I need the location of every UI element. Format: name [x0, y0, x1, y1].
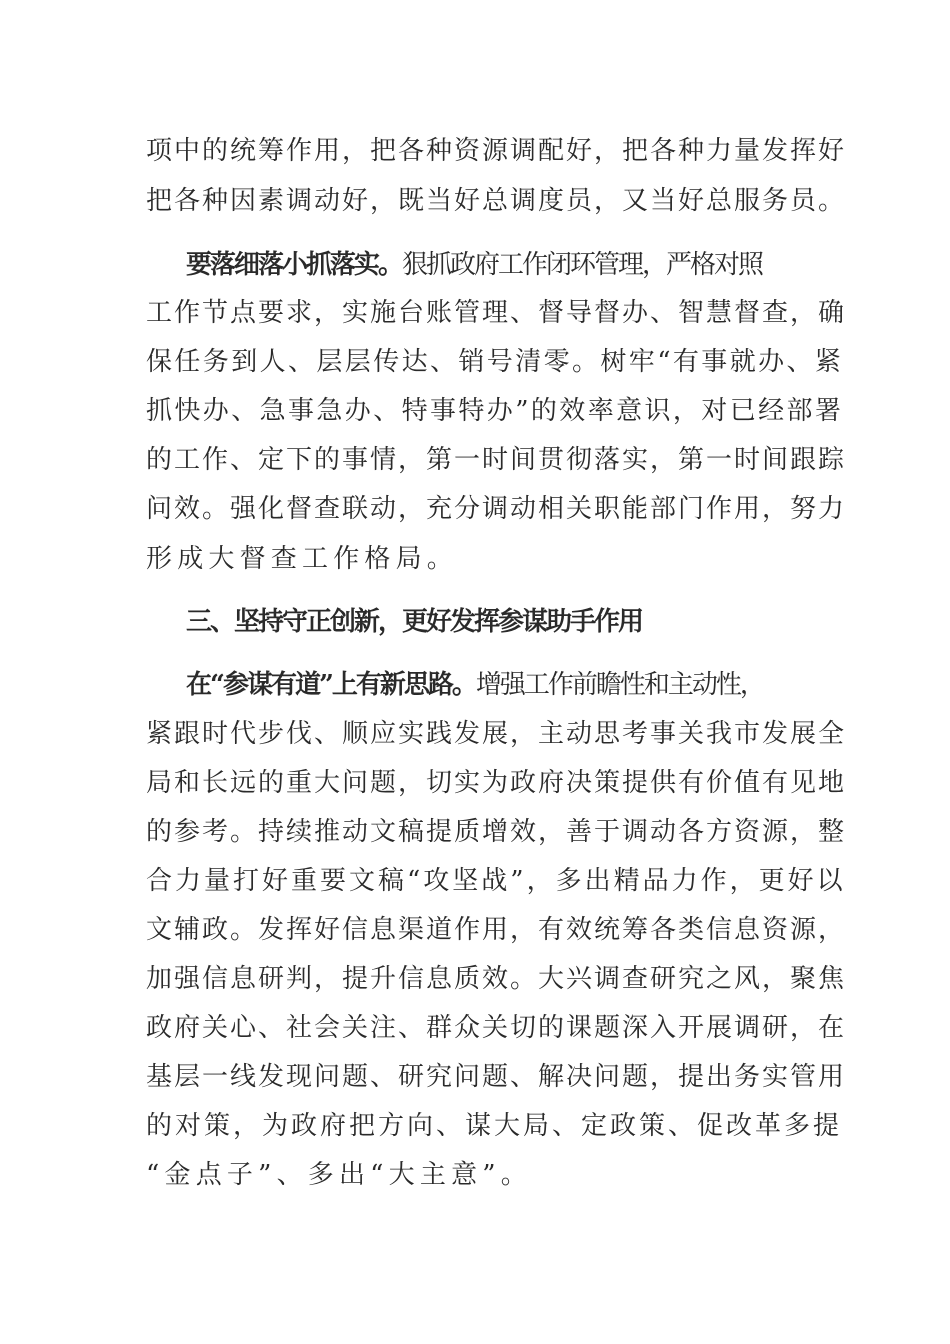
body-line: “金点子”、多出“大主意”。 — [146, 1160, 532, 1190]
body-line: 工作节点要求，实施台账管理、督导督办、智慧督查，确 — [146, 298, 847, 328]
body-line: 问效。强化督查联动，充分调动相关职能部门作用，努力 — [146, 494, 847, 524]
paragraph-heading: 要落细落小抓落实。 — [186, 250, 403, 280]
body-line: 文辅政。发挥好信息渠道作用，有效统筹各类信息资源， — [146, 915, 847, 945]
body-line: 局和长远的重大问题，切实为政府决策提供有价值有见地 — [146, 768, 847, 798]
body-line: 加强信息研判，提升信息质效。大兴调查研究之风，聚焦 — [146, 964, 847, 994]
body-line: 的对策，为政府把方向、谋大局、定政策、促改革多提 — [146, 1111, 843, 1141]
body-line: 政府关心、社会关注、群众关切的课题深入开展调研，在 — [146, 1013, 847, 1043]
body-line: 保任务到人、层层传达、销号清零。树牢“有事就办、紧 — [146, 347, 844, 377]
paragraph-heading: 在“参谋有道”上有新思路。 — [186, 670, 476, 700]
body-line: 的工作、定下的事情，第一时间贯彻落实，第一时间跟踪 — [146, 445, 847, 475]
paragraph-line — [186, 250, 886, 282]
body-line: 项中的统筹作用，把各种资源调配好，把各种力量发挥好 — [146, 136, 847, 166]
body-line: 的参考。持续推动文稿提质增效，善于调动各方资源，整 — [146, 817, 847, 847]
body-line: 紧跟时代步伐、顺应实践发展，主动思考事关我市发展全 — [146, 719, 847, 749]
body-line: 形成大督查工作格局。 — [146, 544, 459, 574]
paragraph-text: 狠抓政府工作闭环管理，严格对照 — [402, 250, 763, 280]
body-line: 抓快办、急事急办、特事特办”的效率意识，对已经部署 — [146, 396, 844, 426]
paragraph-line — [186, 670, 886, 702]
body-line: 把各种因素调动好，既当好总调度员，又当好总服务员。 — [146, 186, 847, 216]
paragraph-text: 增强工作前瞻性和主动性， — [475, 670, 764, 700]
body-line: 基层一线发现问题、研究问题、解决问题，提出务实管用 — [146, 1062, 847, 1092]
body-line: 合力量打好重要文稿“攻坚战”，多出精品力作，更好以 — [146, 866, 846, 896]
section-heading: 三、坚持守正创新，更好发挥参谋助手作用 — [186, 607, 643, 637]
